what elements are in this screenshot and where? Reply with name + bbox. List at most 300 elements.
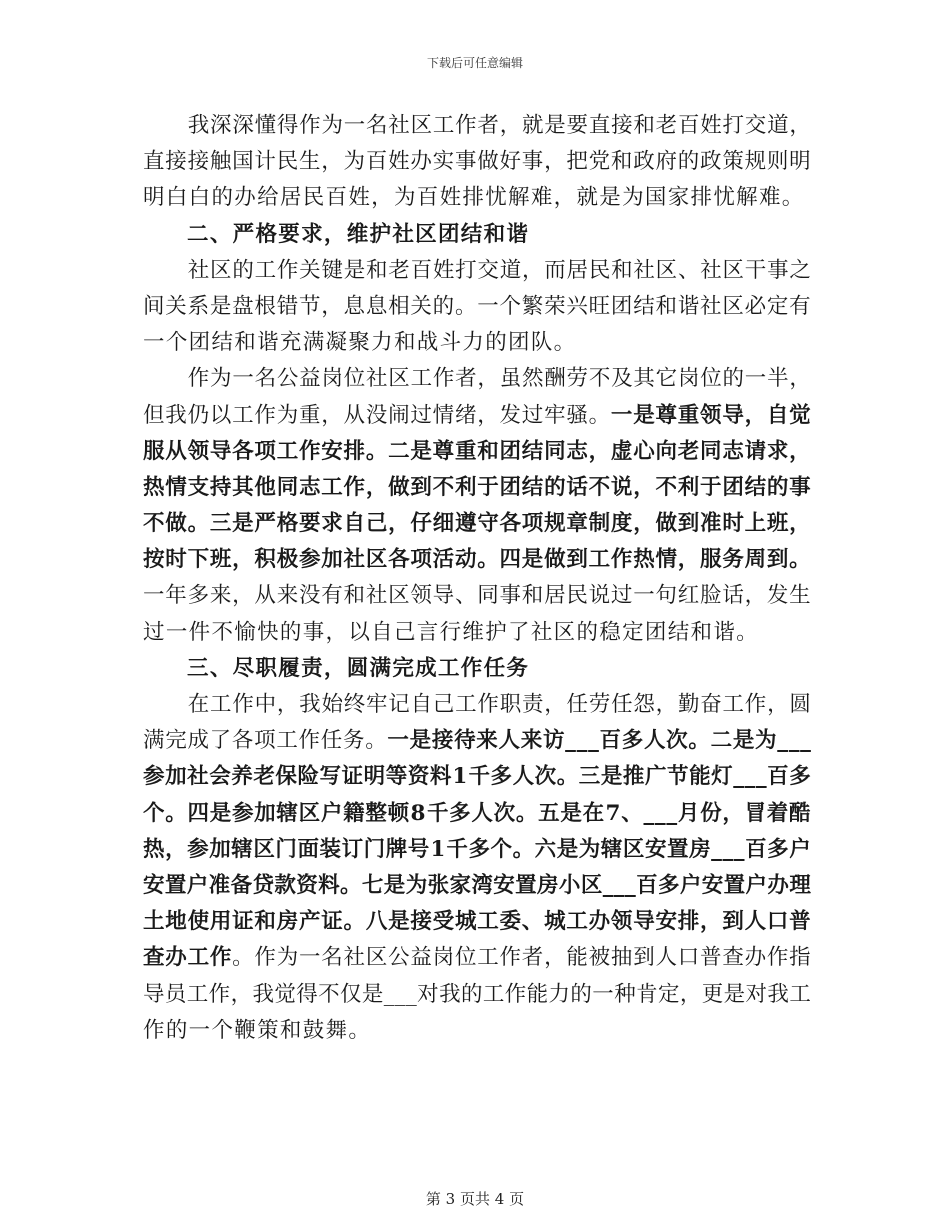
glyph: 好	[499, 149, 522, 175]
text-line	[143, 723, 811, 759]
glyph: 8	[410, 800, 426, 826]
glyph: 老	[677, 438, 700, 464]
glyph: 话	[566, 474, 588, 500]
glyph: 句	[655, 583, 677, 609]
glyph: 职	[499, 692, 522, 717]
glyph: 工	[254, 257, 277, 283]
glyph: 自	[766, 402, 789, 428]
glyph: 为	[276, 945, 299, 971]
glyph: 是	[209, 800, 232, 826]
glyph: 脸	[700, 583, 722, 609]
glyph: 社	[343, 547, 366, 573]
glyph: 牌	[385, 836, 408, 862]
glyph: 任	[566, 692, 589, 717]
glyph: 。	[556, 764, 579, 790]
glyph: ，	[321, 293, 343, 319]
glyph: 置	[667, 836, 689, 862]
glyph: 半	[767, 366, 789, 392]
glyph: 房	[276, 909, 299, 935]
glyph: 作	[477, 692, 499, 717]
glyph: 领	[700, 402, 722, 428]
glyph: 不	[655, 474, 677, 500]
glyph: 作	[744, 692, 767, 717]
glyph: ，	[789, 366, 811, 392]
glyph: 安	[701, 872, 724, 898]
glyph: 不	[143, 511, 165, 537]
glyph: 就	[521, 113, 544, 138]
glyph: _	[777, 728, 789, 754]
glyph: 社	[633, 257, 655, 283]
glyph: 团	[508, 330, 531, 356]
glyph: 查	[143, 945, 165, 971]
glyph: 资	[407, 764, 430, 790]
glyph: 的	[722, 366, 745, 392]
glyph: 。	[736, 619, 759, 645]
glyph: 安	[655, 909, 677, 935]
glyph: 各	[499, 511, 522, 537]
glyph: 待	[454, 728, 476, 754]
glyph: 是	[723, 981, 746, 1007]
glyph: 交	[477, 257, 499, 283]
glyph: 款	[274, 872, 296, 898]
indent	[143, 651, 187, 687]
glyph: 发	[766, 583, 789, 609]
glyph: 言	[416, 619, 440, 645]
text-line	[143, 977, 811, 1013]
glyph: 来	[209, 583, 232, 609]
glyph: 一	[477, 293, 499, 319]
glyph: 斗	[439, 330, 463, 356]
glyph: 作	[455, 113, 477, 138]
glyph: 说	[610, 474, 633, 500]
glyph: 接	[187, 149, 210, 175]
glyph: 规	[744, 149, 767, 175]
glyph: 到	[677, 511, 700, 537]
glyph: 心	[633, 438, 655, 464]
glyph: 普	[789, 909, 811, 935]
glyph: 其	[232, 474, 254, 500]
text-line	[143, 868, 811, 904]
glyph: 务	[342, 728, 365, 754]
glyph: 战	[416, 330, 440, 356]
glyph: 同	[544, 438, 566, 464]
glyph: 尊	[655, 402, 677, 428]
glyph: 和	[279, 1017, 303, 1043]
glyph: 更	[701, 981, 724, 1007]
glyph: 安	[493, 872, 515, 898]
glyph: 始	[321, 692, 343, 717]
glyph: 时	[722, 511, 744, 537]
glyph: 办	[165, 945, 187, 971]
glyph: 是	[232, 511, 254, 537]
glyph: 三	[578, 764, 601, 790]
glyph: 团	[499, 438, 522, 464]
glyph: 是	[409, 728, 432, 754]
glyph: 七	[361, 872, 384, 898]
glyph: 间	[143, 293, 165, 319]
glyph: 和	[521, 583, 544, 609]
glyph: 一	[744, 366, 767, 392]
glyph: 多	[767, 836, 789, 862]
glyph: 作	[299, 113, 321, 138]
glyph: 把	[566, 149, 588, 175]
glyph: 下	[187, 547, 210, 573]
text-line	[143, 217, 811, 253]
glyph: 为	[405, 872, 428, 898]
glyph: 五	[538, 800, 560, 826]
glyph: 口	[766, 909, 789, 935]
glyph: 参	[187, 836, 209, 862]
glyph: 置	[723, 872, 746, 898]
glyph: 党	[588, 149, 611, 175]
glyph: 息	[343, 293, 366, 319]
glyph: _	[602, 872, 614, 898]
text-line	[143, 1013, 811, 1049]
glyph: _	[800, 728, 811, 754]
glyph: 遵	[454, 511, 477, 537]
glyph: ，	[323, 221, 347, 247]
glyph: 土	[143, 909, 165, 935]
glyph: 是	[361, 981, 384, 1007]
glyph: 一	[343, 113, 366, 138]
glyph: 加	[254, 800, 276, 826]
glyph: 结	[633, 293, 655, 319]
glyph: ，	[371, 185, 394, 211]
glyph: 系	[187, 293, 210, 319]
glyph: 忧	[485, 185, 508, 211]
glyph: 作	[209, 945, 232, 971]
glyph: 。	[343, 909, 366, 935]
glyph: 多	[187, 583, 210, 609]
glyph: 口	[677, 945, 700, 971]
glyph: ，	[477, 402, 499, 428]
glyph: 区	[655, 257, 678, 283]
glyph: 、	[209, 655, 233, 681]
glyph: 一	[592, 981, 614, 1007]
glyph: 多	[621, 728, 644, 754]
glyph: 作	[499, 945, 522, 971]
glyph: 谐	[257, 330, 280, 356]
glyph: ，	[232, 547, 254, 573]
glyph: 居	[544, 583, 566, 609]
glyph: 加	[165, 764, 187, 790]
glyph: 舞	[325, 1017, 349, 1043]
glyph: 三	[187, 655, 210, 681]
glyph: 参	[298, 547, 321, 573]
glyph: 用	[209, 909, 232, 935]
glyph: 忧	[713, 185, 737, 211]
text-line	[143, 180, 811, 216]
page-header: 下载后可任意编辑	[426, 56, 523, 70]
glyph: 工	[210, 692, 232, 717]
glyph: 格	[276, 511, 299, 537]
glyph: 次	[666, 728, 688, 754]
glyph: 者	[521, 945, 544, 971]
glyph: 个	[143, 800, 165, 826]
indent	[143, 361, 187, 397]
glyph: 同	[276, 474, 299, 500]
glyph: 是	[556, 836, 579, 862]
glyph: 作	[298, 438, 321, 464]
glyph: 个	[165, 330, 189, 356]
glyph: 其	[633, 366, 655, 392]
glyph: 深	[210, 113, 232, 138]
glyph: 工	[588, 547, 611, 573]
glyph: 打	[455, 257, 477, 283]
glyph: 一	[298, 945, 321, 971]
glyph: 贷	[252, 872, 274, 898]
glyph: 作	[187, 366, 210, 392]
glyph: 做	[655, 511, 677, 537]
glyph: 深	[232, 113, 254, 138]
glyph: 等	[385, 764, 408, 790]
glyph: 受	[432, 909, 455, 935]
glyph: ，	[544, 149, 566, 175]
glyph: 结	[521, 438, 544, 464]
glyph: 鼓	[302, 1017, 326, 1043]
glyph: 生	[298, 149, 321, 175]
glyph: 直	[143, 149, 165, 175]
glyph: 骚	[566, 402, 588, 428]
glyph: 工	[482, 981, 505, 1007]
text-line	[143, 398, 811, 434]
glyph: 各	[232, 438, 254, 464]
glyph: 湾	[471, 872, 493, 898]
glyph: 牢	[366, 692, 388, 717]
glyph: 解	[736, 185, 759, 211]
glyph: 接	[410, 909, 432, 935]
glyph: 项	[410, 547, 432, 573]
glyph: 作	[766, 945, 789, 971]
glyph: 门	[363, 836, 386, 862]
glyph: 办	[588, 909, 611, 935]
glyph: 。	[187, 511, 210, 537]
glyph: 是	[383, 872, 406, 898]
glyph: 从	[343, 402, 366, 428]
glyph: ，	[276, 692, 299, 717]
glyph: 责	[521, 692, 544, 717]
glyph: 作	[460, 655, 484, 681]
glyph: 的	[570, 981, 592, 1007]
glyph: 工	[455, 692, 477, 717]
glyph: 排	[462, 185, 486, 211]
glyph: ，	[744, 402, 767, 428]
glyph: 项	[254, 438, 276, 464]
glyph: 作	[276, 257, 299, 283]
glyph: 和	[477, 438, 499, 464]
glyph: 团	[188, 330, 212, 356]
glyph: _	[576, 728, 588, 754]
text-line	[143, 361, 811, 397]
glyph: 满	[143, 728, 165, 754]
glyph: 任	[320, 728, 343, 754]
glyph: 为	[755, 728, 777, 754]
glyph: 定	[657, 981, 680, 1007]
glyph: 证	[321, 909, 343, 935]
glyph: 定	[766, 293, 789, 319]
glyph: ，	[679, 981, 702, 1007]
glyph: 、	[209, 221, 233, 247]
glyph: 多	[789, 764, 811, 790]
glyph: 按	[143, 547, 165, 573]
glyph: 籍	[343, 800, 365, 826]
glyph: 过	[610, 583, 633, 609]
glyph: 结	[521, 474, 544, 500]
glyph: ，	[789, 113, 811, 138]
glyph: 居	[566, 257, 589, 283]
glyph: 和	[343, 583, 366, 609]
glyph: 以	[348, 619, 372, 645]
glyph: 。	[477, 547, 499, 573]
glyph: 和	[690, 619, 714, 645]
glyph: 团	[610, 293, 633, 319]
glyph: 百	[677, 113, 700, 138]
glyph: 难	[758, 185, 782, 211]
glyph: 做	[388, 474, 410, 500]
glyph: 、	[621, 800, 643, 826]
glyph: 导	[432, 583, 455, 609]
glyph: 写	[319, 764, 342, 790]
glyph: 话	[722, 583, 744, 609]
glyph: 守	[477, 511, 499, 537]
glyph: 解	[508, 185, 531, 211]
text-line	[143, 796, 811, 832]
glyph: 尊	[432, 438, 455, 464]
glyph: ，	[633, 474, 655, 500]
glyph: 工	[789, 981, 811, 1007]
glyph: 作	[254, 945, 276, 971]
glyph: 务	[506, 655, 530, 681]
glyph: 姓	[348, 185, 372, 211]
glyph: 辖	[231, 836, 253, 862]
glyph: 我	[439, 981, 461, 1007]
glyph: 重	[677, 402, 700, 428]
glyph: 则	[766, 149, 789, 175]
glyph: 个	[499, 293, 522, 319]
glyph: 。	[232, 945, 254, 971]
glyph: 7	[605, 800, 621, 826]
glyph: 。	[553, 330, 577, 356]
document-body	[143, 108, 811, 1049]
glyph: 种	[614, 981, 636, 1007]
text-line	[143, 940, 811, 976]
glyph: 名	[366, 113, 388, 138]
glyph: 一	[633, 583, 655, 609]
glyph: 不	[432, 474, 455, 500]
glyph: 辖	[600, 836, 623, 862]
glyph: 满	[302, 330, 326, 356]
glyph: ，	[544, 945, 566, 971]
glyph: 求	[766, 438, 789, 464]
glyph: 圆	[346, 655, 370, 681]
glyph: 民	[588, 257, 611, 283]
glyph: 加	[209, 836, 231, 862]
glyph: _	[788, 728, 800, 754]
glyph: 位	[700, 366, 722, 392]
glyph: 二	[710, 728, 733, 754]
glyph: 多	[657, 872, 680, 898]
glyph: 不	[588, 474, 611, 500]
glyph: 极	[276, 547, 299, 573]
glyph: 持	[209, 474, 232, 500]
glyph: 任	[611, 692, 633, 717]
glyph: 岗	[321, 366, 343, 392]
glyph: 月	[677, 800, 700, 826]
glyph: 区	[298, 800, 321, 826]
glyph: 工	[437, 655, 461, 681]
glyph: 姓	[388, 149, 410, 175]
glyph: 办	[410, 149, 432, 175]
glyph: 备	[230, 872, 253, 898]
glyph: 的	[232, 257, 254, 283]
glyph: 结	[667, 619, 691, 645]
glyph: ，	[499, 113, 522, 138]
text-line	[143, 904, 811, 940]
text-line	[143, 506, 811, 542]
glyph: 工	[276, 438, 299, 464]
glyph: 盘	[232, 293, 254, 319]
glyph: 情	[655, 547, 677, 573]
glyph: 对	[745, 981, 768, 1007]
text-line	[143, 578, 811, 614]
glyph: 一	[387, 728, 409, 754]
glyph: 策	[257, 1017, 280, 1043]
glyph: 结	[211, 330, 235, 356]
glyph: 办	[767, 872, 789, 898]
glyph: 根	[254, 293, 276, 319]
glyph: 在	[582, 800, 605, 826]
glyph: 个	[211, 1017, 235, 1043]
glyph: _	[624, 872, 636, 898]
glyph: ，	[700, 909, 722, 935]
glyph: 号	[407, 836, 430, 862]
glyph: 人	[655, 945, 677, 971]
glyph: 触	[209, 149, 232, 175]
glyph: 灯	[711, 764, 733, 790]
glyph: 产	[298, 909, 321, 935]
glyph: 自	[371, 619, 394, 645]
glyph: 区	[365, 945, 388, 971]
glyph: _	[733, 836, 745, 862]
glyph: 职	[255, 655, 279, 681]
glyph: ，	[633, 511, 655, 537]
glyph: 明	[143, 185, 166, 211]
glyph: 。	[515, 800, 538, 826]
glyph: 工	[321, 474, 343, 500]
glyph: 关	[165, 293, 187, 319]
glyph: 排	[343, 438, 366, 464]
glyph: 小	[558, 872, 581, 898]
glyph: 社	[365, 583, 388, 609]
glyph: 政	[633, 149, 655, 175]
glyph: 工	[722, 692, 745, 717]
glyph: 百	[745, 836, 767, 862]
glyph: 劳	[566, 366, 589, 392]
glyph: 次	[493, 800, 516, 826]
glyph: 团	[437, 221, 461, 247]
glyph: 位	[454, 945, 477, 971]
glyph: 作	[504, 981, 527, 1007]
glyph: 工	[432, 113, 455, 138]
glyph: 户	[320, 800, 343, 826]
glyph: 有	[789, 293, 811, 319]
glyph: 细	[432, 511, 455, 537]
glyph: 推	[622, 764, 645, 790]
glyph: ，	[588, 438, 611, 464]
glyph: 多	[449, 800, 471, 826]
glyph: 作	[232, 692, 254, 717]
glyph: 是	[388, 909, 410, 935]
